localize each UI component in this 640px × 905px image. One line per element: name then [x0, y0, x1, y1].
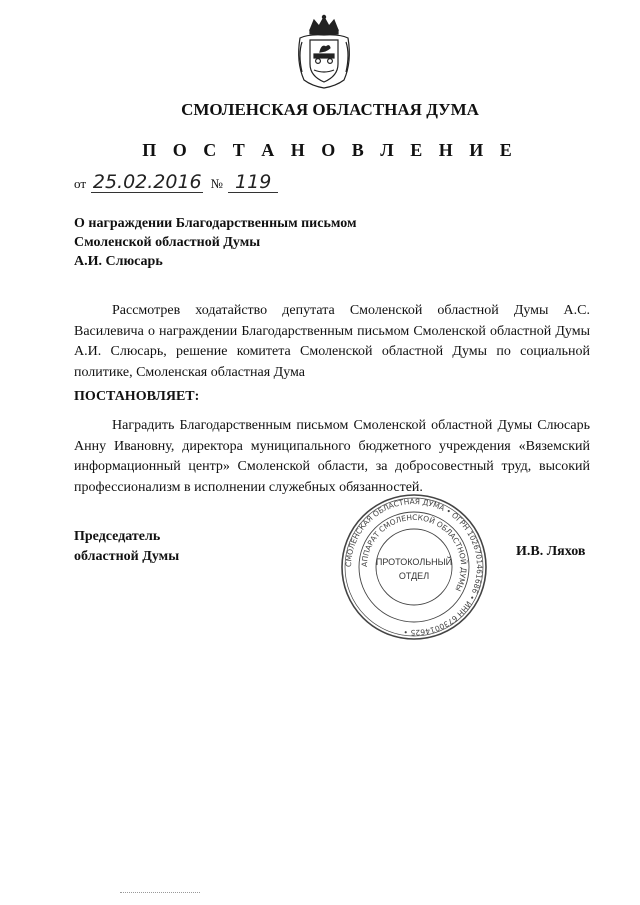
- footer-dotted-line: [120, 892, 200, 893]
- date-prefix: от: [74, 176, 87, 191]
- seal-center-line: ОТДЕЛ: [398, 571, 430, 581]
- signatory-name: И.В. Ляхов: [516, 544, 586, 559]
- date-number-line: [74, 172, 278, 198]
- signatory-title-line: Председатель: [74, 529, 161, 544]
- coat-of-arms-icon: [292, 14, 356, 90]
- decision-paragraph: Наградить Благодарственным письмом Смоленской областной Думы Слюсарь Анну Ивановну, директора муниципального бюджетного учреждения «Вяземский информационный центр» Смоленской области, за добросовестный труд, высокий профессионализм в исполнении служебных обязанностей.: [74, 418, 590, 495]
- official-seal: [340, 493, 488, 641]
- resolves-heading: ПОСТАНОВЛЯЕТ:: [74, 389, 200, 404]
- document-type: П О С Т А Н О В Л Е Н И Е: [142, 140, 518, 160]
- seal-inner-ring-text: АППАРАТ СМОЛЕНСКОЙ ОБЛАСТНОЙ ДУМЫ: [359, 512, 469, 593]
- seal-center-line: ПРОТОКОЛЬНЫЙ: [375, 557, 453, 567]
- signatory-title-line: областной Думы: [74, 549, 180, 564]
- signatory-title: [74, 527, 179, 567]
- document-number: 119: [228, 172, 278, 193]
- document-subject: [74, 214, 356, 271]
- seal-outer-ring-text: СМОЛЕНСКАЯ ОБЛАСТНАЯ ДУМА • ОГРН 1026701461686 • ИНН 6730014625 •: [343, 496, 485, 638]
- document-date: 25.02.2016: [92, 171, 202, 193]
- preamble-paragraph: Рассмотрев ходатайство депутата Смоленской областной Думы А.С. Василевича о награждении Благодарственным письмом Смоленской областной Думы А.И. Слюсарь, решение комитета Смоленской областной Думы по социальной политике, Смоленская областная Дума: [74, 303, 590, 380]
- subject-line: А.И. Слюсарь: [74, 254, 163, 269]
- number-prefix: №: [210, 176, 223, 191]
- subject-line: О награждении Благодарственным письмом: [74, 216, 357, 231]
- subject-line: Смоленской областной Думы: [74, 235, 261, 250]
- organization-name: СМОЛЕНСКАЯ ОБЛАСТНАЯ ДУМА: [181, 100, 479, 119]
